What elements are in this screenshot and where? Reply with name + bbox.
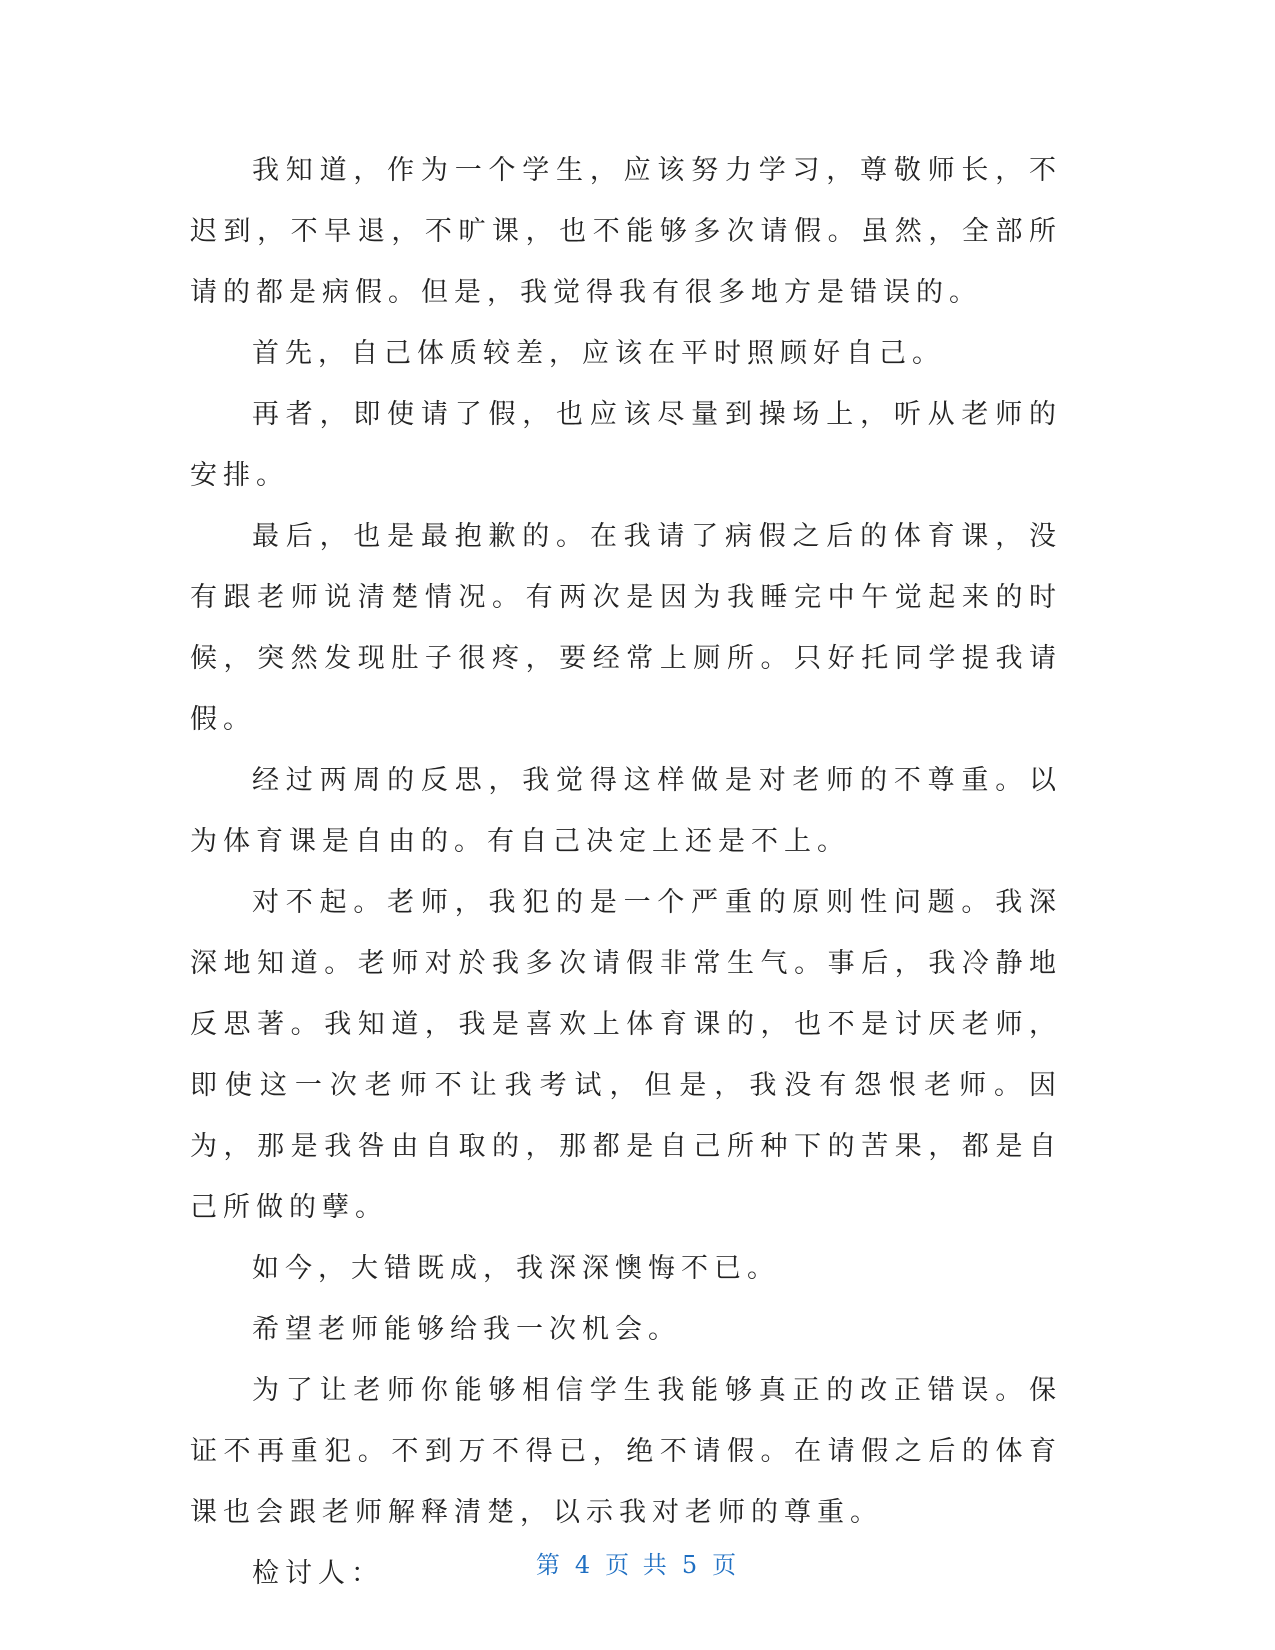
footer-page-number: 4 [574, 1551, 594, 1579]
paragraph-3: 再者，即使请了假，也应该尽量到操场上，听从老师的安排。 [190, 399, 1062, 491]
paragraph-4: 最后，也是最抱歉的。在我请了病假之后的体育课，没有跟老师说清楚情况。有两次是因为我睡完中午觉起来的时候，突然发现肚子很疼，要经常上厕所。只好托同学提我请假。 [190, 521, 1062, 735]
paragraph-8: 希望老师能够给我一次机会。 [252, 1314, 681, 1345]
paragraph-9: 为了让老师你能够相信学生我能够真正的改正错误。保证不再重犯。不到万不得已，绝不请假。在请假之后的体育课也会跟老师解释清楚，以示我对老师的尊重。 [190, 1375, 1062, 1528]
paragraph-5: 经过两周的反思，我觉得这样做是对老师的不尊重。以为体育课是自由的。有自己决定上还是不上。 [190, 765, 1062, 857]
footer-middle: 页 共 [605, 1551, 670, 1579]
footer-suffix: 页 [712, 1551, 740, 1579]
paragraph-1: 我知道，作为一个学生，应该努力学习，尊敬师长，不迟到，不早退，不旷课，也不能够多次请假。虽然，全部所请的都是病假。但是，我觉得我有很多地方是错误的。 [190, 155, 1062, 308]
footer-total-pages: 5 [681, 1551, 701, 1579]
footer-prefix: 第 [535, 1551, 563, 1579]
page-footer [0, 1545, 1275, 1580]
paragraph-6: 对不起。老师，我犯的是一个严重的原则性问题。我深深地知道。老师对於我多次请假非常生气。事后，我冷静地反思著。我知道，我是喜欢上体育课的，也不是讨厌老师，即使这一次老师不让我考试，但是，我没有怨恨老师。因为，那是我咎由自取的，那都是自己所种下的苦果，都是自己所做的孽。 [190, 887, 1062, 1223]
paragraph-7: 如今，大错既成，我深深懊悔不已。 [252, 1253, 780, 1284]
signature-line: 检讨人： [252, 1558, 384, 1589]
paragraph-2: 首先，自己体质较差，应该在平时照顾好自己。 [252, 338, 945, 369]
document-body [190, 140, 1062, 1604]
